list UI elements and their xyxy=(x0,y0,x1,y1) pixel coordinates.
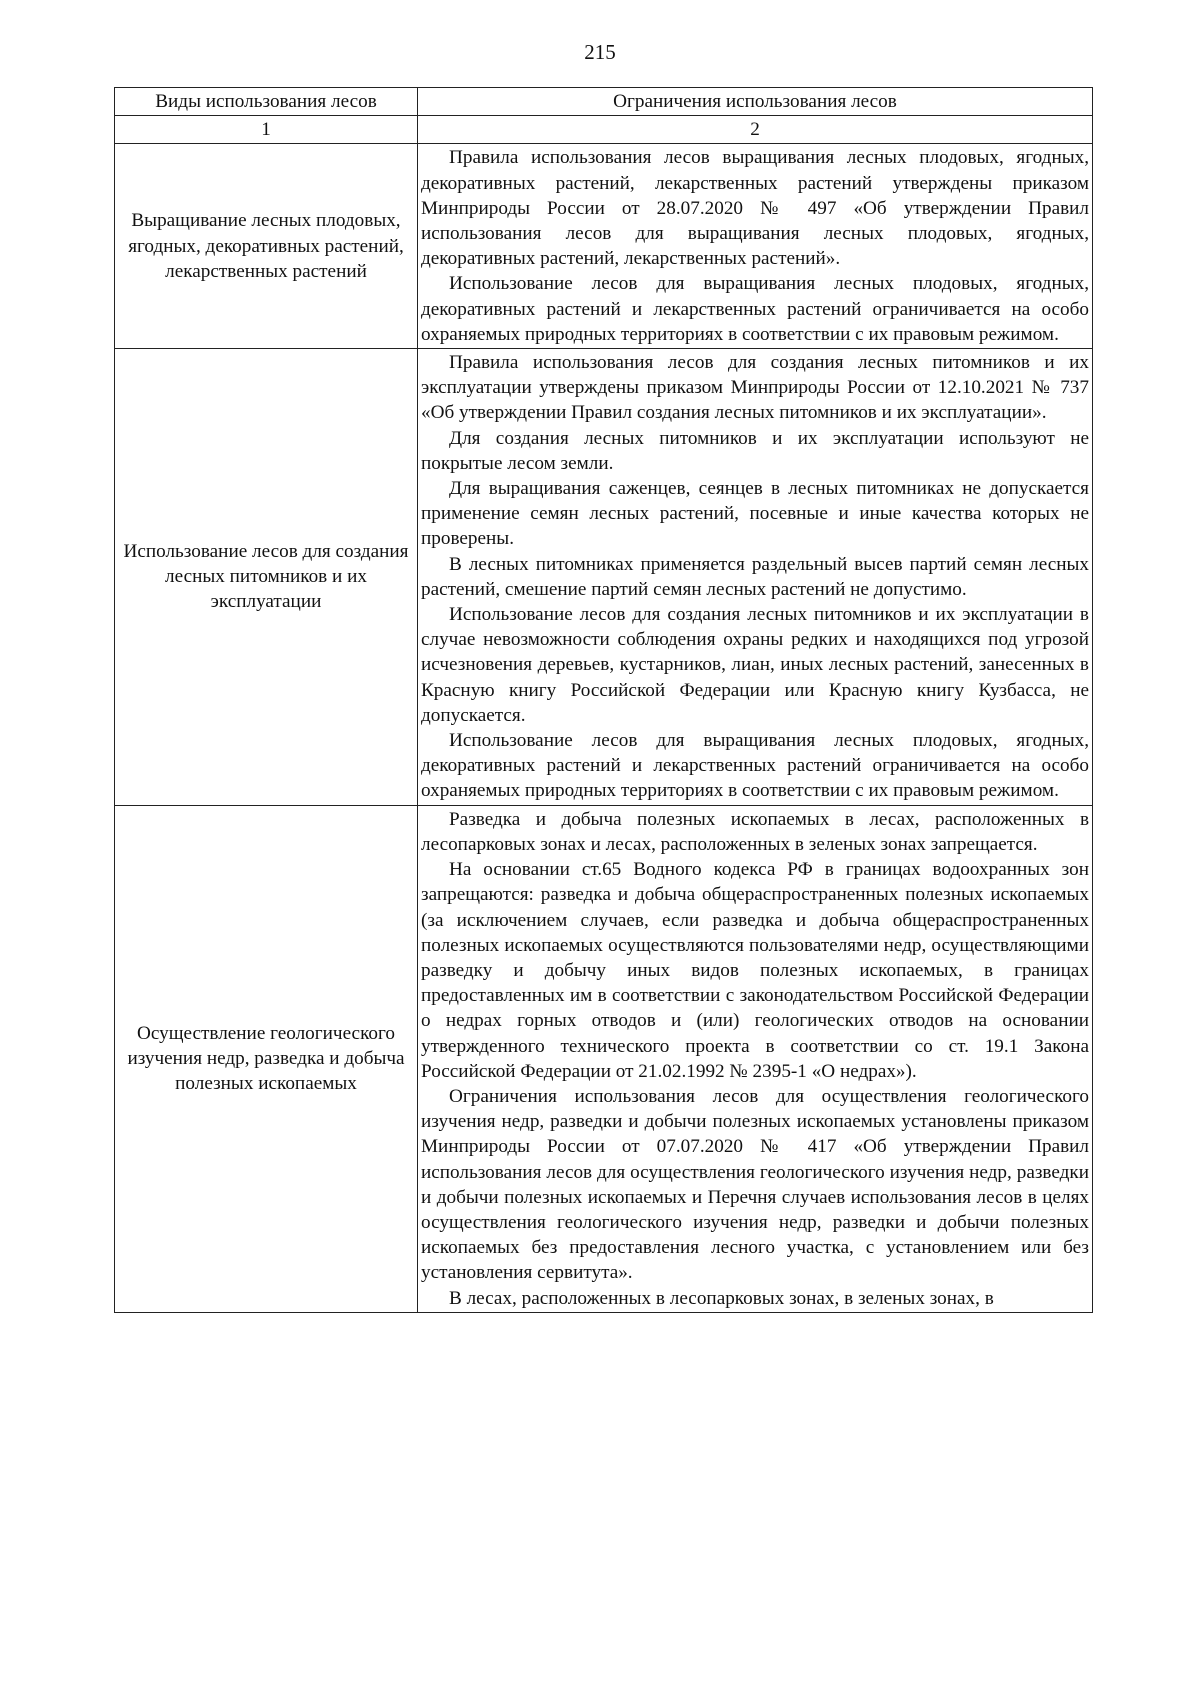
restriction-paragraph: В лесах, расположенных в лесопарковых зонах, в зеленых зонах, в xyxy=(449,1287,994,1309)
restriction-paragraph: Разведка и добыча полезных ископаемых в лесах, расположенных в лесопарковых зонах и лесах, расположенных в зеленых зонах запрещается. xyxy=(421,808,1089,855)
header-forest-use-kinds: Виды использования лесов xyxy=(115,88,418,116)
restriction-paragraph: Использование лесов для выращивания лесных плодовых, ягодных, декоративных растений и лекарственных растений ограничивается на особо охраняемых природных территориях в соответствии с их правовым режимом. xyxy=(421,273,1089,345)
table-row xyxy=(115,349,1093,806)
restriction-paragraph: Использование лесов для выращивания лесных плодовых, ягодных, декоративных растений и лекарственных растений ограничивается на особо охраняемых природных территориях в соответствии с их правовым режимом. xyxy=(421,730,1089,802)
restrictions-cell xyxy=(418,349,1093,806)
restriction-paragraph: Правила использования лесов для создания лесных питомников и их эксплуатации утверждены приказом Минприроды России от 12.10.2021 № 737 «Об утверждении Правил создания лесных питомников и их эксплуатации». xyxy=(421,352,1089,424)
restriction-paragraph: Для выращивания саженцев, сеянцев в лесных питомниках не допускается применение семян лесных растений, посевные и иные качества которых не проверены. xyxy=(421,478,1089,550)
restriction-paragraph: В лесных питомниках применяется раздельный высев партий семян лесных растений, смешение партий семян лесных растений не допустимо. xyxy=(421,553,1089,600)
table-row xyxy=(115,144,1093,349)
restrictions-cell xyxy=(418,144,1093,349)
restriction-paragraph: Использование лесов для создания лесных питомников и их эксплуатации в случае невозможности соблюдения охраны редких и находящихся под угрозой исчезновения деревьев, кустарников, лиан, иных лесных растений, занесенных в Красную книгу Российской Федерации или Красную книгу Кузбасса, не допускается. xyxy=(421,604,1089,726)
column-number-row xyxy=(115,116,1093,144)
table-row xyxy=(115,805,1093,1312)
forest-use-restrictions-table xyxy=(114,87,1093,1313)
forest-use-kind-cell: Осуществление геологического изучения недр, разведка и добыча полезных ископаемых xyxy=(115,805,418,1312)
restriction-paragraph: Правила использования лесов выращивания лесных плодовых, ягодных, декоративных растений, лекарственных растений утверждены приказом Минприроды России от 28.07.2020 № 497 «Об утверждении Правил использования лесов для выращивания лесных плодовых, ягодных, декоративных растений, лекарственных растений». xyxy=(421,147,1089,270)
header-forest-use-restrictions: Ограничения использования лесов xyxy=(418,88,1093,116)
restriction-paragraph: На основании ст.65 Водного кодекса РФ в границах водоохранных зон запрещаются: разведка и добыча общераспространенных полезных ископаемых (за исключением случаев, если разведка и добыча общераспространенных полезных ископаемых осуществляются пользователями недр, осуществляющими разведку и добычу иных видов полезных ископаемых, в границах предоставленных им в соответствии с законодательством Российской Федерации о недрах горных отводов и (или) геологических отводов на основании утвержденного технического проекта в соответствии со ст. 19.1 Закона Российской Федерации от 21.02.1992 № 2395-1 «О недрах»). xyxy=(421,859,1089,1082)
forest-use-kind-cell: Использование лесов для создания лесных питомников и их эксплуатации xyxy=(115,349,418,806)
restriction-paragraph: Для создания лесных питомников и их эксплуатации используют не покрытые лесом земли. xyxy=(421,427,1089,474)
column-number-2: 2 xyxy=(418,116,1093,144)
forest-use-kind-cell: Выращивание лесных плодовых, ягодных, декоративных растений, лекарственных растений xyxy=(115,144,418,349)
restrictions-cell xyxy=(418,805,1093,1312)
column-number-1: 1 xyxy=(115,116,418,144)
restriction-paragraph: Ограничения использования лесов для осуществления геологического изучения недр, разведки и добычи полезных ископаемых установлены приказом Минприроды России от 07.07.2020 № 417 «Об утверждении Правил использования лесов для осуществления геологического изучения недр, разведки и добычи полезных ископаемых и Перечня случаев использования лесов в целях осуществления геологического изучения недр, разведки и добычи полезных ископаемых без предоставления лесного участка, с установлением или без установления сервитута». xyxy=(421,1085,1089,1284)
table-header-row xyxy=(115,88,1093,116)
page-number: 215 xyxy=(584,40,616,64)
